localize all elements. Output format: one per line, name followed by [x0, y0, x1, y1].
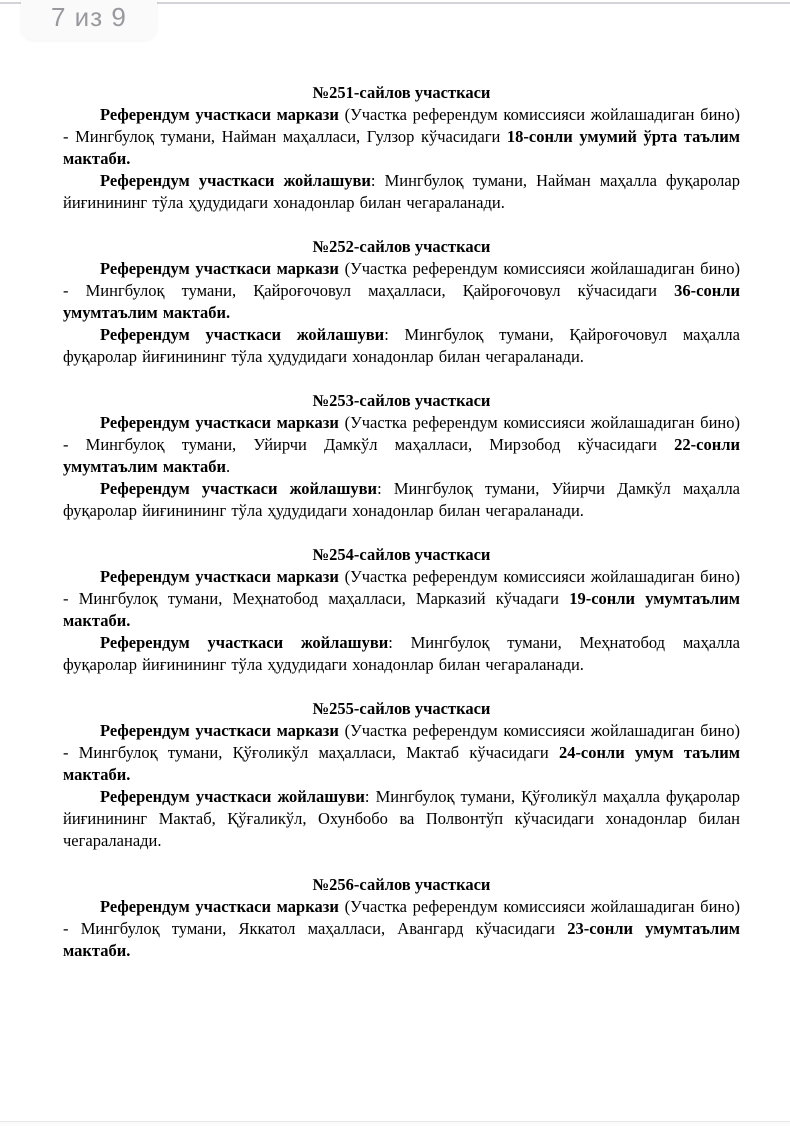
section-title: №254-сайлов участкаси — [312, 545, 491, 564]
election-precinct-section-253 — [63, 390, 740, 522]
location-text: : Мингбулоқ тумани, Меҳнатобод маҳалла фуқаролар йиғинининг тўла ҳудудидаги хонадонлар билан чегараланади. — [63, 633, 740, 674]
precinct-location-paragraph — [63, 170, 740, 214]
location-text: : Мингбулоқ тумани, Уйирчи Дамкўл маҳалла фуқаролар йиғинининг тўла ҳудудидаги хонадонлар билан чегараланади. — [63, 479, 741, 520]
next-page-strip — [0, 1122, 790, 1126]
center-label: Референдум участкаси маркази — [100, 567, 339, 586]
location-text: : Мингбулоқ тумани, Қўғоликўл маҳалла фуқаролар йиғинининг Мактаб, Қўғаликўл, Охунбобо ва Полвонтўп кўчасидаги хонадонлар билан чегараланади. — [63, 787, 740, 850]
precinct-center-paragraph — [63, 412, 740, 478]
center-text: (Участка референдум комиссияси жойлашадиган бино) - Мингбулоқ тумани, Қўғоликўл маҳалласи, Мактаб кўчасидаги — [63, 721, 740, 762]
location-text: : Мингбулоқ тумани, Найман маҳалла фуқаролар йиғинининг тўла ҳудудидаги хонадонлар билан чегараланади. — [63, 171, 740, 212]
center-text: (Участка референдум комиссияси жойлашадиган бино) - Мингбулоқ тумани, Уйирчи Дамкўл маҳалласи, Мирзобод кўчасидаги — [63, 413, 740, 454]
election-precinct-section-256 — [63, 874, 740, 962]
precinct-center-paragraph — [63, 896, 740, 962]
precinct-center-paragraph — [63, 566, 740, 632]
school-name: 22-сонли умумтаълим мактаби — [63, 435, 740, 476]
election-precinct-section-252 — [63, 236, 740, 368]
center-label: Референдум участкаси маркази — [100, 721, 339, 740]
precinct-location-paragraph — [63, 786, 740, 852]
location-label: Референдум участкаси жойлашуви — [100, 171, 371, 190]
school-name: 36-сонли умумтаълим мактаби. — [63, 281, 740, 322]
section-title: №251-сайлов участкаси — [312, 83, 491, 102]
page-indicator-badge — [21, 0, 157, 40]
center-text: (Участка референдум комиссияси жойлашадиган бино) - Мингбулоқ тумани, Яккатол маҳалласи, Авангард кўчасидаги — [63, 897, 740, 938]
section-title: №253-сайлов участкаси — [312, 391, 491, 410]
location-label: Референдум участкаси жойлашуви — [100, 787, 365, 806]
precinct-location-paragraph — [63, 478, 740, 522]
precinct-location-paragraph — [63, 324, 740, 368]
precinct-location-paragraph — [63, 632, 740, 676]
school-name: 23-сонли умумтаълим мактаби. — [63, 919, 740, 960]
precinct-center-paragraph — [63, 258, 740, 324]
location-label: Референдум участкаси жойлашуви — [100, 325, 385, 344]
precinct-center-paragraph — [63, 720, 740, 786]
school-name: 18-сонли умумий ўрта таълим мактаби. — [63, 127, 740, 168]
center-label: Референдум участкаси маркази — [100, 897, 339, 916]
section-title: №256-сайлов участкаси — [312, 875, 491, 894]
center-label: Референдум участкаси маркази — [100, 413, 339, 432]
election-precinct-section-254 — [63, 544, 740, 676]
section-title: №252-сайлов участкаси — [312, 237, 491, 256]
school-name: 24-сонли умум таълим мактаби. — [63, 743, 740, 784]
election-precinct-section-251 — [63, 82, 740, 214]
center-text: (Участка референдум комиссияси жойлашадиган бино) - Мингбулоқ тумани, Қайроғочовул маҳалласи, Қайроғочовул кўчасидаги — [63, 259, 740, 300]
precinct-center-paragraph — [63, 104, 740, 170]
school-name: 19-сонли умумтаълим мактаби. — [63, 589, 740, 630]
location-label: Референдум участкаси жойлашуви — [100, 633, 389, 652]
center-label: Референдум участкаси маркази — [100, 105, 339, 124]
location-text: : Мингбулоқ тумани, Қайроғочовул маҳалла фуқаролар йиғинининг тўла ҳудудидаги хонадонлар билан чегараланади. — [63, 325, 740, 366]
section-title: №255-сайлов участкаси — [312, 699, 491, 718]
center-label: Референдум участкаси маркази — [100, 259, 339, 278]
center-text: (Участка референдум комиссияси жойлашадиган бино) - Мингбулоқ тумани, Найман маҳалласи, Гулзор кўчасидаги — [63, 105, 740, 146]
location-label: Референдум участкаси жойлашуви — [100, 479, 378, 498]
school-suffix: . — [226, 457, 231, 476]
page-indicator-text: 7 из 9 — [51, 2, 127, 32]
election-precinct-section-255 — [63, 698, 740, 852]
center-text: (Участка референдум комиссияси жойлашадиган бино) - Мингбулоқ тумани, Меҳнатобод маҳалласи, Марказий кўчадаги — [63, 567, 740, 608]
